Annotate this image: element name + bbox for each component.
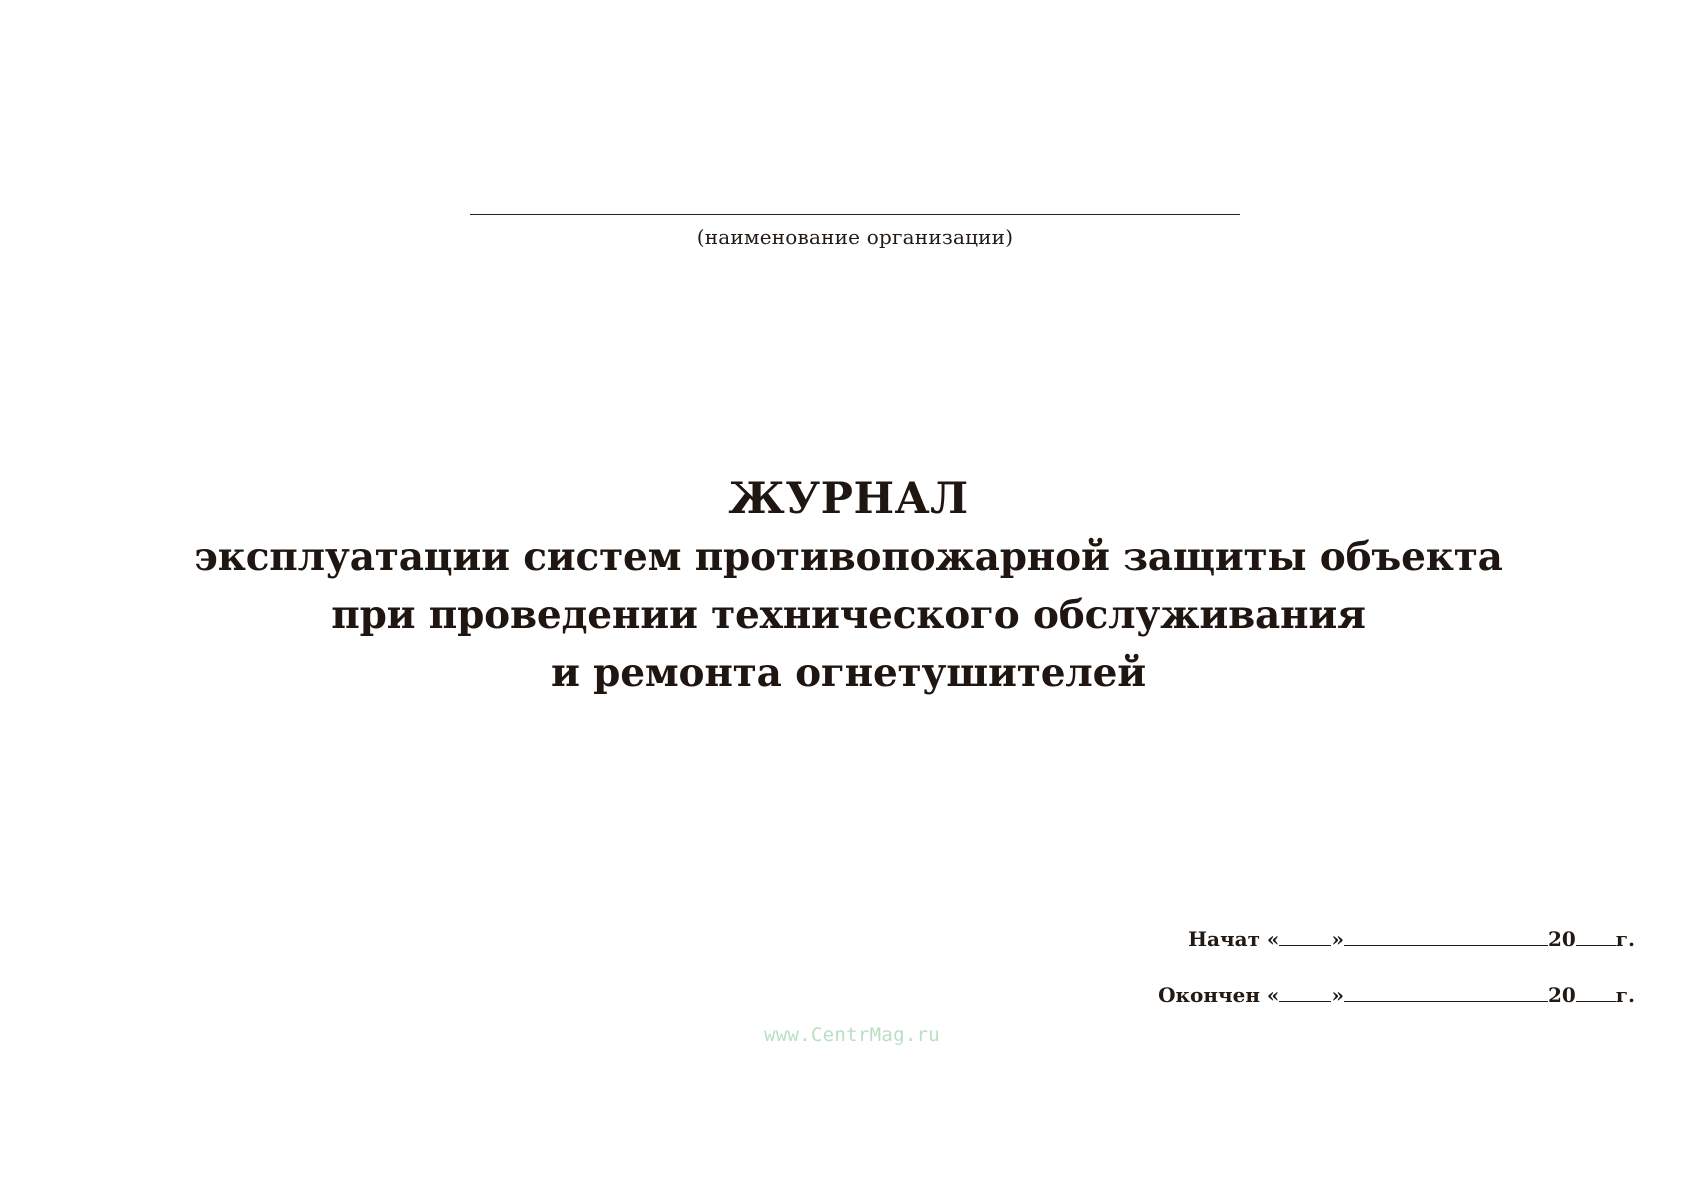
watermark: www.CentrMag.ru: [763, 1024, 941, 1046]
end-year-blank: [1576, 981, 1616, 1002]
start-month-blank: [1344, 925, 1548, 946]
organization-block: [470, 214, 1240, 249]
organization-name-line: [470, 214, 1240, 215]
start-year-suffix: г.: [1615, 927, 1635, 951]
dates-block: [1158, 920, 1635, 1032]
title-main: ЖУРНАЛ: [728, 474, 969, 524]
start-year-blank: [1576, 925, 1616, 946]
end-date-label: Окончен «: [1158, 983, 1280, 1007]
title-line-2: при проведении технического обслуживания: [331, 592, 1366, 638]
start-day-blank: [1279, 925, 1331, 946]
title-line-1: эксплуатации систем противопожарной защиты объекта: [194, 534, 1503, 580]
end-day-blank: [1279, 981, 1331, 1002]
title-line-3: и ремонта огнетушителей: [551, 650, 1146, 696]
end-date-row: [1158, 976, 1635, 1014]
start-close-quote: »: [1331, 927, 1344, 951]
end-month-blank: [1344, 981, 1548, 1002]
journal-title: [100, 470, 1597, 702]
start-date-row: [1158, 920, 1635, 958]
organization-caption: (наименование организации): [696, 225, 1014, 249]
start-year-prefix: 20: [1547, 927, 1576, 951]
end-year-suffix: г.: [1615, 983, 1635, 1007]
start-date-label: Начат «: [1188, 927, 1280, 951]
end-close-quote: »: [1331, 983, 1344, 1007]
end-year-prefix: 20: [1547, 983, 1576, 1007]
